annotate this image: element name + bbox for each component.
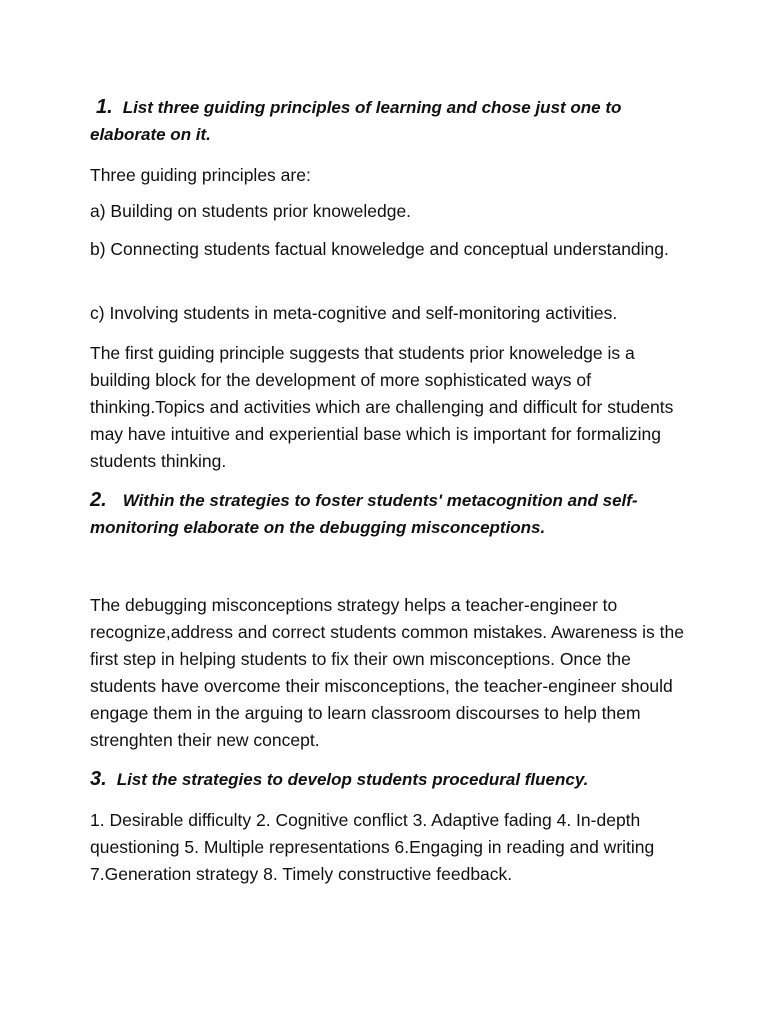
principles-intro: Three guiding principles are:: [90, 165, 311, 185]
principle-b: b) Connecting students factual knoweledge and conceptual understanding.: [90, 239, 669, 259]
question-2-number: 2.: [90, 489, 107, 511]
question-3-text: List the strategies to develop students procedural fluency.: [116, 770, 589, 789]
principle-c: c) Involving students in meta-cognitive and self-monitoring activities.: [90, 303, 618, 323]
principle-a: a) Building on students prior knoweledge.: [90, 201, 412, 221]
question-3-number: 3.: [90, 768, 107, 790]
question-3: [90, 766, 690, 793]
question-1-number: 1.: [96, 96, 113, 118]
answer-2: The debugging misconceptions strategy helps a teacher-engineer to recognize,address and correct students common mistakes. Awareness is the first step in helping students to fix their own misconceptions. Once the students have overcome their misconceptions, the teacher-engineer should engage them in the arguing to learn classroom discourses to help them strenghten their new concept.: [90, 595, 684, 750]
answer-1: The first guiding principle suggests that students prior knoweledge is a building block for the development of more sophisticated ways of thinking.Topics and activities which are challenging and difficult for students may have intuitive and experiential base which is important for formalizing students thinking.: [90, 343, 674, 471]
answer-3: 1. Desirable difficulty 2. Cognitive conflict 3. Adaptive fading 4. In-depth questioning 5. Multiple representations 6.Engaging in reading and writing 7.Generation strategy 8. Timely constructive feedback.: [90, 810, 655, 884]
question-2: [90, 487, 690, 541]
question-1: [90, 94, 690, 148]
question-2-text: Within the strategies to foster students' metacognition and self-monitoring elaborate on the debugging misconceptions.: [90, 491, 638, 537]
question-1-text: List three guiding principles of learning and chose just one to elaborate on it.: [90, 98, 622, 144]
